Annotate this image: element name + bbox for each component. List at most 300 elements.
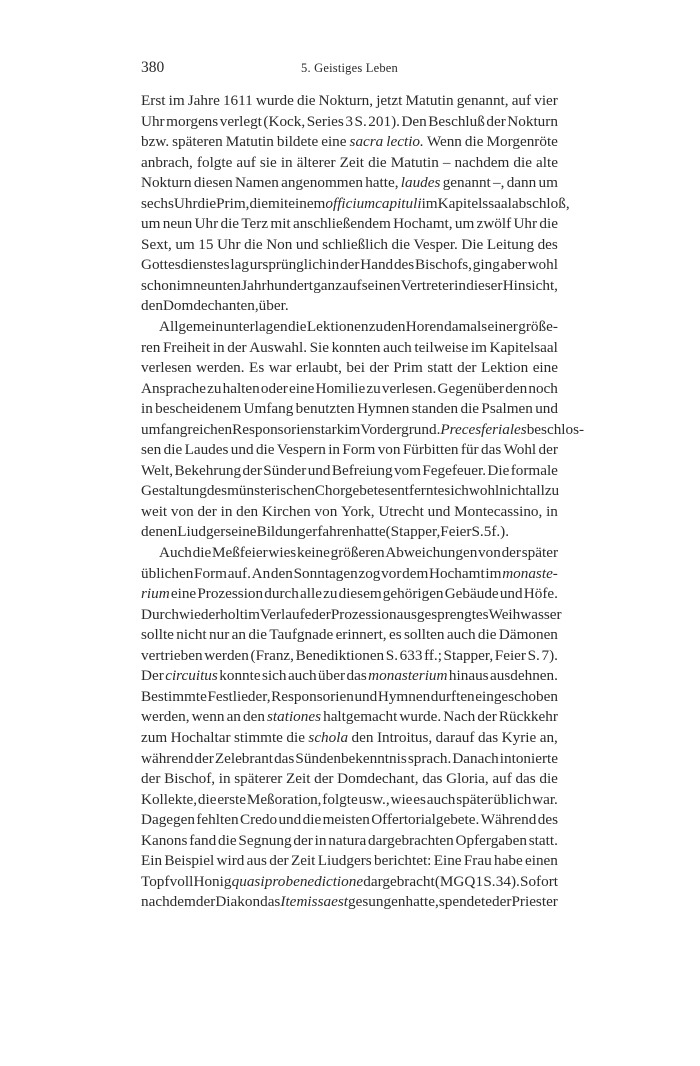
word: dem bbox=[402, 564, 429, 582]
word: Sext, bbox=[141, 235, 172, 253]
word: denen bbox=[141, 523, 178, 541]
word: bescheidenem bbox=[155, 400, 242, 418]
word: rium bbox=[141, 585, 170, 603]
word: Fürbitten bbox=[402, 441, 459, 459]
word: der bbox=[492, 893, 512, 911]
text-line bbox=[141, 831, 558, 852]
word: wird bbox=[216, 852, 245, 870]
word: Gottesdienstes bbox=[141, 256, 230, 274]
word: an bbox=[226, 708, 241, 726]
word: um bbox=[175, 235, 195, 253]
word: im bbox=[176, 276, 193, 294]
word: Offertorialgebete. bbox=[371, 811, 480, 829]
word: in bbox=[454, 276, 466, 294]
word: zu bbox=[207, 379, 222, 397]
word: Prozession bbox=[330, 605, 397, 623]
word: eine bbox=[532, 359, 558, 377]
word: Meßoration, bbox=[246, 790, 322, 808]
word: sie bbox=[259, 153, 277, 171]
word: weit bbox=[141, 502, 168, 520]
word: wie bbox=[390, 790, 413, 808]
word: Die bbox=[461, 235, 484, 253]
word: 3 bbox=[345, 112, 353, 130]
word: den bbox=[505, 379, 528, 397]
word: auch bbox=[426, 790, 456, 808]
word: die bbox=[302, 811, 322, 829]
word: werden. bbox=[196, 359, 245, 377]
word: Prozession bbox=[197, 585, 264, 603]
word: gesungen bbox=[348, 893, 406, 911]
word: war. bbox=[532, 790, 558, 808]
word: und bbox=[307, 461, 331, 479]
word: auf. bbox=[227, 564, 251, 582]
word: und bbox=[499, 585, 523, 603]
word: S. bbox=[527, 646, 540, 664]
word: sich bbox=[444, 482, 469, 500]
word: Sofort bbox=[520, 872, 558, 890]
text-line bbox=[141, 317, 558, 338]
word: Gebäude bbox=[444, 585, 499, 603]
word: Jahrhundert bbox=[241, 276, 313, 294]
text-line bbox=[141, 132, 558, 153]
word: seine bbox=[225, 523, 257, 541]
text-line bbox=[141, 112, 558, 133]
word: Sündenbekenntnis bbox=[295, 749, 407, 767]
word: Honig bbox=[193, 872, 232, 890]
word: Vertreter bbox=[400, 276, 454, 294]
word: wohl bbox=[527, 256, 558, 274]
word: der bbox=[486, 112, 506, 130]
word: Allgemein bbox=[159, 318, 224, 336]
text-line bbox=[141, 728, 558, 749]
word: um bbox=[454, 215, 475, 233]
word: im bbox=[168, 92, 185, 109]
word: der bbox=[293, 831, 313, 849]
word: zu bbox=[323, 585, 338, 603]
word: sollten bbox=[404, 626, 445, 644]
text-line bbox=[141, 790, 558, 811]
word: sprach. bbox=[407, 749, 452, 767]
word: lectio. bbox=[386, 133, 424, 151]
word: der bbox=[194, 749, 214, 767]
text-line bbox=[141, 605, 562, 626]
word: Bestimmte bbox=[141, 687, 207, 705]
word: von bbox=[377, 441, 401, 459]
word: abschloß, bbox=[511, 194, 570, 212]
body-text bbox=[141, 91, 585, 913]
word: nachdem bbox=[454, 153, 510, 171]
word: Danach bbox=[452, 749, 499, 767]
word: Kapitelsaal bbox=[489, 338, 558, 356]
word: Der bbox=[141, 667, 164, 685]
text-line bbox=[141, 235, 558, 256]
text-line bbox=[141, 769, 558, 790]
word: Hochamt, bbox=[393, 215, 453, 233]
word: haltgemacht bbox=[323, 708, 398, 726]
word: die bbox=[296, 92, 316, 109]
text-line bbox=[141, 892, 558, 913]
word: Feier bbox=[440, 523, 472, 541]
text-line bbox=[141, 872, 558, 893]
word: in bbox=[212, 338, 225, 356]
word: die bbox=[539, 215, 558, 233]
word: Responsorien bbox=[232, 420, 315, 438]
word: sechs bbox=[141, 194, 174, 212]
word: hatte, bbox=[365, 174, 399, 192]
word: morgens bbox=[166, 112, 219, 130]
word: die bbox=[220, 215, 240, 233]
word: allzu bbox=[529, 482, 560, 500]
word: officium bbox=[325, 194, 376, 212]
word: Gestaltung bbox=[141, 482, 207, 500]
word: Bildung bbox=[256, 523, 306, 541]
word: formale bbox=[510, 461, 558, 479]
word: dargebrachten bbox=[368, 831, 454, 849]
word: sollte bbox=[141, 626, 174, 644]
word: fehlten bbox=[196, 811, 239, 829]
word: die bbox=[391, 235, 411, 253]
word: später bbox=[521, 544, 558, 562]
word: diesen bbox=[193, 174, 233, 192]
word: erste bbox=[217, 790, 246, 808]
word: aber bbox=[500, 256, 527, 274]
word: der bbox=[369, 359, 389, 377]
word: der bbox=[477, 708, 497, 726]
text-line bbox=[141, 214, 558, 235]
text-line bbox=[141, 194, 570, 215]
word: Abweichungen bbox=[385, 544, 478, 562]
word: erinnert, bbox=[335, 626, 387, 644]
word: von bbox=[170, 502, 194, 520]
word: Laudes bbox=[184, 441, 229, 459]
word: Uhr bbox=[141, 112, 165, 130]
running-head: 5. Geistiges Leben bbox=[301, 61, 398, 75]
word: des bbox=[206, 482, 228, 500]
word: anschließendem bbox=[292, 215, 391, 233]
word: spendete bbox=[438, 893, 492, 911]
word: hinaus bbox=[448, 667, 489, 685]
word: der bbox=[141, 770, 161, 788]
word: ursprünglich bbox=[249, 256, 327, 274]
word: das bbox=[346, 667, 367, 685]
word: wurde bbox=[255, 92, 294, 109]
word: wohl bbox=[468, 482, 500, 500]
word: zwölf bbox=[476, 215, 512, 233]
word: intonierte bbox=[499, 749, 558, 767]
word: neunten bbox=[192, 276, 242, 294]
word: in bbox=[218, 770, 231, 788]
word: statt. bbox=[528, 831, 558, 849]
word: sich bbox=[262, 667, 287, 685]
word: schola bbox=[308, 728, 349, 746]
text-line bbox=[141, 91, 558, 112]
word: Terz bbox=[241, 215, 269, 233]
word: durch bbox=[264, 585, 299, 603]
word: Utrecht bbox=[378, 502, 424, 520]
word: der bbox=[457, 359, 477, 377]
word: statt bbox=[427, 359, 453, 377]
word: auch bbox=[287, 667, 317, 685]
word: in bbox=[314, 831, 327, 849]
word: pro bbox=[264, 872, 286, 890]
word: den bbox=[383, 318, 406, 336]
word: und bbox=[427, 502, 451, 520]
word: stationes bbox=[267, 708, 322, 726]
text-line bbox=[141, 707, 558, 728]
word: von bbox=[314, 502, 338, 520]
word: sen bbox=[141, 441, 162, 459]
word: bildete bbox=[276, 133, 319, 151]
word: nicht bbox=[499, 482, 530, 500]
word: konnte bbox=[219, 667, 261, 685]
word: zu bbox=[368, 318, 384, 336]
word: im bbox=[344, 420, 361, 438]
word: Hinsicht, bbox=[502, 276, 558, 294]
word: Segnung bbox=[238, 831, 292, 849]
word: Zeit bbox=[285, 770, 311, 788]
word: Diakon bbox=[215, 893, 261, 911]
word: Zelebrant bbox=[214, 749, 274, 767]
word: Sonntagen bbox=[293, 564, 358, 582]
word: entfernte bbox=[390, 482, 445, 500]
word: 5 bbox=[483, 523, 492, 541]
word: Introitus, bbox=[376, 728, 433, 746]
word: damals bbox=[444, 318, 488, 336]
word: usw., bbox=[358, 790, 390, 808]
word: Credo bbox=[239, 811, 278, 829]
word: größeren bbox=[330, 544, 385, 562]
word: erlaubt, bbox=[295, 359, 342, 377]
word: –, bbox=[493, 174, 505, 192]
word: schon bbox=[141, 276, 177, 294]
word: hatte, bbox=[405, 893, 439, 911]
word: Homilie bbox=[315, 379, 366, 397]
word: benutzten bbox=[295, 400, 355, 418]
word: in bbox=[327, 256, 340, 274]
word: sacra bbox=[349, 133, 384, 151]
word: eine bbox=[289, 379, 315, 397]
word: zog bbox=[358, 564, 381, 582]
word: Kapitelssaal bbox=[437, 194, 512, 212]
word: der bbox=[269, 852, 289, 870]
word: Wenn bbox=[426, 133, 462, 151]
word: Kanons bbox=[141, 831, 188, 849]
word: missa bbox=[296, 893, 332, 911]
word: erfahren bbox=[305, 523, 357, 541]
word: Hochaltar bbox=[170, 728, 231, 746]
word: Uhr bbox=[173, 194, 198, 212]
word: alte bbox=[536, 153, 558, 171]
word: Befreiung bbox=[331, 461, 393, 479]
word: anbrach, bbox=[141, 153, 193, 171]
word: Kollekte, bbox=[141, 790, 198, 808]
word: wenn bbox=[191, 708, 225, 726]
word: Höfe. bbox=[523, 585, 558, 603]
word: Den bbox=[401, 112, 427, 130]
word: in bbox=[280, 153, 293, 171]
word: der bbox=[195, 893, 216, 911]
word: im bbox=[470, 338, 487, 356]
text-line bbox=[141, 584, 558, 605]
word: das bbox=[515, 770, 536, 788]
word: in bbox=[546, 502, 558, 520]
word: Vordergrund. bbox=[360, 420, 441, 438]
word: Matutin bbox=[405, 92, 454, 109]
word: folgte bbox=[322, 790, 358, 808]
word: um bbox=[538, 174, 558, 192]
word: Series bbox=[306, 112, 344, 130]
word: feriales bbox=[481, 420, 527, 438]
word: ganz bbox=[313, 276, 342, 294]
word: der bbox=[340, 256, 360, 274]
word: auf bbox=[236, 153, 256, 171]
word: vier bbox=[534, 92, 558, 109]
word: den bbox=[236, 502, 259, 520]
word: circuitus bbox=[165, 667, 218, 685]
word: werden bbox=[204, 646, 249, 664]
word: York, bbox=[341, 502, 375, 520]
word: umfangreichen bbox=[141, 420, 233, 438]
word: die bbox=[464, 133, 484, 151]
word: Lektionen bbox=[306, 318, 369, 336]
word: auch bbox=[446, 626, 476, 644]
word: durften bbox=[430, 687, 475, 705]
word: die bbox=[286, 728, 305, 746]
word: Rückkehr bbox=[498, 708, 558, 726]
word: Opfergaben bbox=[455, 831, 527, 849]
word: Kirchen bbox=[261, 502, 311, 520]
word: vertrieben bbox=[141, 646, 203, 664]
word: Bischof, bbox=[164, 770, 216, 788]
word: der bbox=[538, 441, 558, 459]
word: der bbox=[311, 605, 331, 623]
word: 201). bbox=[368, 112, 400, 130]
word: S. bbox=[385, 646, 399, 664]
word: fand bbox=[189, 831, 217, 849]
word: der bbox=[314, 770, 334, 788]
word: über. bbox=[258, 297, 289, 315]
word: in bbox=[141, 400, 153, 418]
word: an bbox=[231, 626, 246, 644]
word: Topf bbox=[141, 872, 170, 890]
word: Taufgnade bbox=[269, 626, 334, 644]
word: Uhr bbox=[216, 235, 241, 253]
word: auf bbox=[342, 276, 362, 294]
word: Psalmen bbox=[481, 400, 533, 418]
word: 1 bbox=[475, 872, 484, 890]
word: späterer bbox=[234, 770, 283, 788]
word: für bbox=[460, 441, 479, 459]
word: Vespern bbox=[276, 441, 326, 459]
text-line bbox=[141, 625, 558, 646]
word: einen bbox=[525, 852, 558, 870]
word: Liudger bbox=[177, 523, 226, 541]
word: die bbox=[163, 441, 183, 459]
word: der bbox=[197, 502, 217, 520]
word: capituli bbox=[375, 194, 422, 212]
text-line bbox=[141, 379, 558, 400]
word: die bbox=[368, 153, 387, 171]
text-line bbox=[141, 481, 558, 502]
word: Hand bbox=[360, 256, 394, 274]
word: Matutin bbox=[390, 153, 439, 171]
word: Zeit bbox=[290, 852, 316, 870]
word: eingeschoben bbox=[475, 687, 558, 705]
word: (Stapper, bbox=[385, 523, 441, 541]
word: der bbox=[242, 461, 262, 479]
text-line bbox=[141, 296, 558, 317]
word: um bbox=[141, 215, 161, 233]
word: stark bbox=[314, 420, 345, 438]
word: es bbox=[388, 626, 402, 644]
word: Preces bbox=[440, 420, 482, 438]
word: genannt bbox=[442, 174, 491, 192]
word: vom bbox=[393, 461, 421, 479]
word: Stapper, bbox=[443, 646, 494, 664]
word: Dagegen bbox=[141, 811, 195, 829]
word: angenommen bbox=[281, 174, 363, 192]
word: werden, bbox=[141, 708, 190, 726]
word: Hymnen bbox=[357, 400, 410, 418]
word: alle bbox=[300, 585, 322, 603]
word: (MGQ bbox=[434, 872, 476, 890]
word: üblichen bbox=[141, 564, 194, 582]
word: wurde. bbox=[399, 708, 442, 726]
text-line bbox=[141, 522, 558, 543]
page-header bbox=[141, 59, 558, 81]
word: – bbox=[442, 153, 451, 171]
word: Wohl bbox=[503, 441, 537, 459]
word: später bbox=[456, 790, 493, 808]
word: ausdehnen. bbox=[490, 667, 558, 685]
word: Auch bbox=[159, 544, 192, 562]
word: Leitung bbox=[486, 235, 535, 253]
text-line bbox=[141, 461, 558, 482]
word: ff.; bbox=[424, 646, 442, 664]
word: Weihwasser bbox=[488, 605, 562, 623]
word: Ansprache bbox=[141, 379, 206, 397]
word: Frau bbox=[463, 852, 492, 870]
word: die bbox=[248, 626, 267, 644]
word: wies bbox=[268, 544, 297, 562]
word: Sünder bbox=[263, 461, 307, 479]
word: schließlich bbox=[322, 235, 388, 253]
word: mit bbox=[268, 194, 289, 212]
word: die bbox=[539, 770, 558, 788]
word: und bbox=[535, 400, 558, 418]
word: im bbox=[421, 194, 438, 212]
word: die bbox=[192, 544, 212, 562]
word: des bbox=[393, 256, 415, 274]
word: halten bbox=[222, 379, 260, 397]
word: Domdechant, bbox=[337, 770, 419, 788]
word: älterer bbox=[296, 153, 336, 171]
word: Domdechanten, bbox=[162, 297, 259, 315]
word: über bbox=[318, 667, 346, 685]
word: Nokturn, bbox=[318, 92, 374, 109]
word: monaste- bbox=[502, 564, 558, 582]
word: bei bbox=[346, 359, 365, 377]
word: Auswahl. bbox=[249, 338, 307, 356]
word: Jahre bbox=[187, 92, 220, 109]
word: Dämonen bbox=[498, 626, 558, 644]
word: dann bbox=[506, 174, 537, 192]
word: aus bbox=[246, 852, 267, 870]
text-line bbox=[141, 810, 558, 831]
word: Feier bbox=[494, 646, 526, 664]
word: Nokturn bbox=[141, 174, 192, 192]
word: und bbox=[278, 811, 302, 829]
